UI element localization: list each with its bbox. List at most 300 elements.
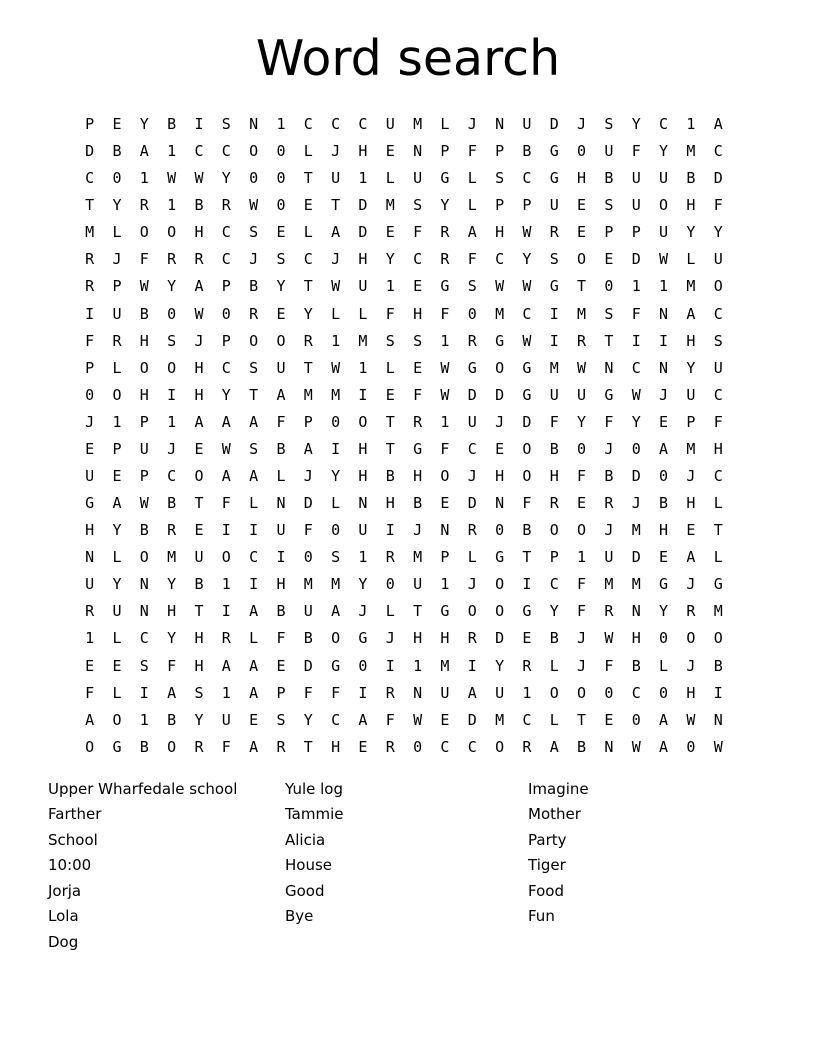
grid-letter: 0 [604, 277, 614, 296]
grid-letter: M [577, 304, 587, 323]
grid-letter: F [713, 196, 723, 215]
grid-letter: U [631, 196, 641, 215]
grid-letter: L [713, 548, 723, 567]
grid-row [76, 301, 732, 328]
grid-letter: A [358, 710, 368, 729]
grid-letter: H [276, 575, 286, 594]
grid-letter: M [413, 548, 423, 567]
grid-letter: O [577, 521, 587, 540]
grid-letter: I [139, 683, 149, 702]
grid-letter: O [495, 575, 505, 594]
grid-letter: Y [331, 467, 341, 486]
page-title: Word search [255, 30, 561, 87]
grid-letter: H [194, 385, 204, 404]
grid-letter: J [303, 467, 313, 486]
grid-letter: F [221, 494, 231, 513]
grid-letter: R [276, 737, 286, 756]
grid-letter: E [276, 656, 286, 675]
grid-letter: O [139, 548, 149, 567]
grid-letter: H [413, 304, 423, 323]
grid-letter: Y [631, 115, 641, 133]
grid-letter: H [358, 467, 368, 486]
grid-letter: I [167, 385, 177, 404]
grid-letter: H [686, 683, 696, 702]
grid-letter: S [495, 169, 505, 188]
grid-letter: N [604, 358, 614, 377]
grid-letter: D [631, 467, 641, 486]
grid-letter: Y [713, 223, 723, 242]
grid-letter: U [467, 412, 477, 431]
grid-letter: M [331, 575, 341, 594]
grid-letter: M [385, 196, 395, 215]
grid-letter: G [522, 385, 532, 404]
grid-letter: S [604, 196, 614, 215]
grid-letter: S [385, 331, 395, 350]
word-list-item: Lola [48, 907, 79, 926]
word-list-column-2 [285, 777, 344, 930]
grid-letter: E [522, 629, 532, 648]
grid-letter: C [249, 548, 259, 567]
grid-letter: E [85, 656, 95, 675]
grid-letter: M [631, 521, 641, 540]
grid-letter: R [249, 304, 259, 323]
word-list-item: Tiger [528, 856, 566, 875]
grid-letter: S [249, 439, 259, 458]
word-list-item: Yule log [285, 780, 343, 798]
grid-letter: R [686, 602, 696, 621]
grid-letter: I [249, 521, 259, 540]
grid-letter: C [221, 250, 231, 269]
grid-letter: S [139, 656, 149, 675]
grid-letter: F [631, 142, 641, 161]
grid-letter: 0 [631, 710, 641, 729]
grid-letter: E [112, 467, 122, 486]
grid-letter: 1 [385, 277, 395, 296]
grid-letter: E [659, 412, 669, 431]
grid-letter: J [413, 521, 423, 540]
grid-letter: Y [221, 169, 231, 188]
grid-letter: S [276, 710, 286, 729]
grid-letter: 0 [659, 467, 669, 486]
grid-letter: M [303, 575, 313, 594]
grid-letter: J [686, 656, 696, 675]
grid-letter: L [686, 250, 696, 269]
grid-letter: A [686, 548, 696, 567]
grid-letter: O [221, 548, 231, 567]
grid-letter: D [631, 548, 641, 567]
grid-letter: L [331, 304, 341, 323]
grid-letter: U [112, 304, 122, 323]
grid-letter: A [686, 304, 696, 323]
grid-letter: B [713, 656, 723, 675]
word-list-item: Party [528, 830, 567, 849]
grid-letter: D [303, 656, 313, 675]
word-list-column-3 [528, 777, 589, 930]
grid-letter: W [686, 710, 696, 729]
grid-letter: L [112, 629, 122, 648]
grid-letter: U [413, 169, 423, 188]
grid-letter: P [495, 196, 505, 215]
grid-letter: I [522, 575, 532, 594]
grid-letter: O [249, 331, 259, 350]
grid-letter: B [522, 521, 532, 540]
grid-letter: E [276, 304, 286, 323]
grid-row [76, 409, 732, 436]
grid-letter: D [467, 494, 477, 513]
grid-letter: I [385, 521, 395, 540]
grid-letter: B [194, 196, 204, 215]
grid-letter: H [358, 439, 368, 458]
grid-letter: W [440, 358, 450, 377]
grid-letter: M [167, 548, 177, 567]
grid-letter: 1 [440, 412, 450, 431]
grid-letter: R [385, 548, 395, 567]
grid-letter: O [577, 250, 587, 269]
grid-letter: C [358, 115, 368, 133]
grid-letter: Y [276, 277, 286, 296]
grid-letter: C [194, 142, 204, 161]
grid-letter: U [413, 575, 423, 594]
grid-letter: 1 [112, 412, 122, 431]
grid-letter: A [139, 142, 149, 161]
grid-letter: 0 [413, 737, 423, 756]
grid-row [76, 165, 732, 192]
grid-letter: J [577, 656, 587, 675]
grid-letter: S [604, 115, 614, 133]
grid-letter: F [604, 656, 614, 675]
grid-letter: 0 [495, 521, 505, 540]
grid-letter: Y [167, 629, 177, 648]
grid-letter: A [659, 737, 669, 756]
grid-letter: H [194, 629, 204, 648]
grid-letter: O [440, 467, 450, 486]
grid-letter: E [276, 223, 286, 242]
grid-letter: 1 [167, 196, 177, 215]
grid-letter: H [686, 494, 696, 513]
grid-letter: O [167, 358, 177, 377]
grid-letter: 0 [467, 304, 477, 323]
grid-letter: S [549, 250, 559, 269]
grid-letter: C [413, 250, 423, 269]
grid-letter: L [249, 494, 259, 513]
grid-row [76, 707, 732, 734]
grid-letter: A [249, 737, 259, 756]
grid-letter: P [85, 358, 95, 377]
grid-letter: N [358, 494, 368, 513]
grid-letter: A [467, 223, 477, 242]
grid-letter: 1 [276, 115, 286, 133]
grid-letter: L [385, 602, 395, 621]
grid-letter: B [549, 629, 559, 648]
grid-letter: L [303, 142, 313, 161]
grid-letter: W [522, 277, 532, 296]
grid-letter: 1 [659, 277, 669, 296]
grid-letter: U [331, 169, 341, 188]
grid-letter: 1 [167, 412, 177, 431]
grid-letter: 1 [139, 710, 149, 729]
grid-letter: U [659, 223, 669, 242]
grid-letter: B [139, 521, 149, 540]
word-list-item: Bye [285, 907, 314, 926]
grid-letter: O [522, 439, 532, 458]
grid-letter: C [221, 223, 231, 242]
grid-letter: L [112, 358, 122, 377]
grid-letter: T [331, 196, 341, 215]
grid-letter: D [358, 196, 368, 215]
grid-letter: E [249, 710, 259, 729]
grid-letter: F [440, 439, 450, 458]
grid-letter: F [413, 385, 423, 404]
grid-letter: N [249, 115, 259, 133]
grid-letter: R [549, 494, 559, 513]
grid-letter: T [194, 602, 204, 621]
grid-letter: E [604, 250, 614, 269]
grid-letter: F [303, 683, 313, 702]
grid-letter: H [194, 358, 204, 377]
word-list-item: Upper Wharfedale school [48, 780, 238, 798]
grid-letter: U [577, 385, 587, 404]
grid-letter: N [413, 683, 423, 702]
grid-letter: T [713, 521, 723, 540]
grid-letter: E [385, 142, 395, 161]
grid-letter: I [221, 602, 231, 621]
grid-letter: D [522, 412, 532, 431]
grid-row [76, 138, 732, 165]
grid-letter: A [249, 602, 259, 621]
grid-letter: 0 [167, 304, 177, 323]
grid-letter: R [604, 602, 614, 621]
grid-letter: P [112, 439, 122, 458]
grid-letter: M [440, 656, 450, 675]
word-list-item: School [48, 830, 98, 849]
grid-letter: U [85, 467, 95, 486]
grid-letter: O [549, 683, 559, 702]
grid-letter: G [112, 737, 122, 756]
grid-letter: S [413, 331, 423, 350]
grid-letter: F [85, 683, 95, 702]
grid-letter: F [331, 683, 341, 702]
grid-letter: R [467, 521, 477, 540]
grid-letter: U [440, 683, 450, 702]
grid-letter: S [167, 331, 177, 350]
grid-letter: H [631, 629, 641, 648]
grid-letter: P [303, 412, 313, 431]
grid-letter: R [440, 223, 450, 242]
grid-letter: F [522, 494, 532, 513]
grid-letter: M [331, 385, 341, 404]
word-list-item: Good [285, 881, 325, 900]
grid-letter: J [631, 494, 641, 513]
grid-letter: 0 [331, 521, 341, 540]
grid-letter: T [385, 439, 395, 458]
grid-letter: S [467, 277, 477, 296]
grid-letter: W [139, 494, 149, 513]
grid-letter: L [303, 223, 313, 242]
grid-letter: F [276, 412, 286, 431]
grid-letter: W [495, 277, 505, 296]
grid-letter: H [495, 467, 505, 486]
grid-letter: E [194, 439, 204, 458]
grid-letter: R [522, 656, 532, 675]
grid-letter: I [85, 304, 95, 323]
grid-letter: O [139, 223, 149, 242]
grid-letter: O [686, 629, 696, 648]
grid-letter: C [303, 115, 313, 133]
grid-letter: M [303, 385, 313, 404]
grid-letter: D [303, 494, 313, 513]
grid-letter: U [604, 142, 614, 161]
grid-letter: A [194, 412, 204, 431]
grid-row [76, 436, 732, 463]
grid-letter: O [139, 358, 149, 377]
grid-letter: L [249, 629, 259, 648]
grid-letter: F [303, 521, 313, 540]
grid-row [76, 246, 732, 273]
grid-letter: N [604, 737, 614, 756]
grid-letter: Y [221, 385, 231, 404]
grid-letter: G [467, 358, 477, 377]
grid-letter: W [440, 385, 450, 404]
grid-letter: A [276, 385, 286, 404]
grid-letter: B [549, 439, 559, 458]
grid-letter: L [549, 710, 559, 729]
grid-letter: B [194, 575, 204, 594]
grid-letter: M [713, 602, 723, 621]
grid-letter: 1 [358, 169, 368, 188]
grid-row [76, 382, 732, 409]
grid-letter: G [522, 358, 532, 377]
grid-letter: P [221, 331, 231, 350]
grid-letter: P [221, 277, 231, 296]
grid-letter: L [467, 196, 477, 215]
grid-letter: 1 [221, 575, 231, 594]
grid-letter: L [385, 169, 395, 188]
grid-letter: C [221, 142, 231, 161]
grid-letter: 0 [577, 439, 587, 458]
grid-letter: B [631, 656, 641, 675]
grid-letter: C [167, 467, 177, 486]
grid-letter: 1 [440, 331, 450, 350]
word-list-item: 10:00 [48, 856, 92, 875]
grid-letter: H [85, 521, 95, 540]
grid-letter: L [112, 683, 122, 702]
grid-letter: F [440, 304, 450, 323]
grid-letter: O [659, 196, 669, 215]
grid-letter: U [495, 683, 505, 702]
grid-letter: B [522, 142, 532, 161]
grid-letter: A [331, 602, 341, 621]
grid-letter: B [577, 737, 587, 756]
grid-letter: W [631, 737, 641, 756]
grid-letter: U [358, 277, 368, 296]
grid-letter: H [713, 439, 723, 458]
grid-letter: H [686, 331, 696, 350]
grid-letter: I [358, 385, 368, 404]
grid-letter: B [385, 467, 395, 486]
grid-letter: A [221, 412, 231, 431]
grid-letter: A [112, 494, 122, 513]
grid-letter: U [659, 169, 669, 188]
grid-letter: O [358, 412, 368, 431]
grid-letter: D [467, 385, 477, 404]
grid-row [76, 328, 732, 355]
grid-letter: N [495, 494, 505, 513]
grid-letter: E [413, 277, 423, 296]
grid-letter: 0 [331, 412, 341, 431]
grid-letter: B [604, 467, 614, 486]
grid-letter: N [659, 358, 669, 377]
grid-letter: U [686, 385, 696, 404]
grid-letter: 1 [85, 629, 95, 648]
grid-letter: J [194, 331, 204, 350]
grid-letter: R [85, 250, 95, 269]
grid-letter: E [577, 223, 587, 242]
grid-letter: C [713, 385, 723, 404]
grid-letter: G [604, 385, 614, 404]
word-list-item: Alicia [285, 830, 326, 849]
grid-letter: W [522, 331, 532, 350]
grid-letter: F [221, 737, 231, 756]
grid-letter: Y [303, 710, 313, 729]
grid-row [76, 355, 732, 382]
grid-letter: E [358, 737, 368, 756]
grid-letter: F [139, 250, 149, 269]
grid-letter: U [713, 250, 723, 269]
grid-letter: J [686, 467, 696, 486]
grid-letter: F [467, 142, 477, 161]
grid-letter: L [331, 494, 341, 513]
grid-letter: W [522, 223, 532, 242]
grid-letter: 1 [522, 683, 532, 702]
grid-letter: A [85, 710, 95, 729]
grid-letter: T [85, 196, 95, 215]
grid-letter: C [331, 710, 341, 729]
grid-letter: O [331, 629, 341, 648]
grid-letter: F [413, 223, 423, 242]
grid-letter: C [331, 115, 341, 133]
grid-letter: C [440, 737, 450, 756]
grid-letter: G [358, 629, 368, 648]
grid-letter: U [604, 548, 614, 567]
grid-letter: I [221, 521, 231, 540]
grid-letter: I [467, 656, 477, 675]
grid-row [76, 598, 732, 625]
grid-letter: L [112, 548, 122, 567]
grid-row [76, 653, 732, 680]
grid-letter: H [686, 196, 696, 215]
grid-row [76, 571, 732, 598]
grid-letter: D [549, 115, 559, 133]
grid-letter: 0 [686, 737, 696, 756]
grid-letter: P [686, 412, 696, 431]
grid-letter: 1 [358, 358, 368, 377]
grid-letter: M [686, 277, 696, 296]
grid-letter: Y [686, 223, 696, 242]
grid-letter: A [549, 737, 559, 756]
grid-letter: Y [112, 521, 122, 540]
grid-letter: O [112, 710, 122, 729]
grid-letter: C [522, 304, 532, 323]
grid-letter: S [604, 304, 614, 323]
word-list-item: Food [528, 881, 564, 900]
grid-letter: P [522, 196, 532, 215]
grid-letter: B [112, 142, 122, 161]
grid-letter: I [331, 439, 341, 458]
grid-letter: M [549, 358, 559, 377]
grid-letter: U [139, 439, 149, 458]
grid-letter: Y [631, 412, 641, 431]
grid-letter: H [495, 223, 505, 242]
